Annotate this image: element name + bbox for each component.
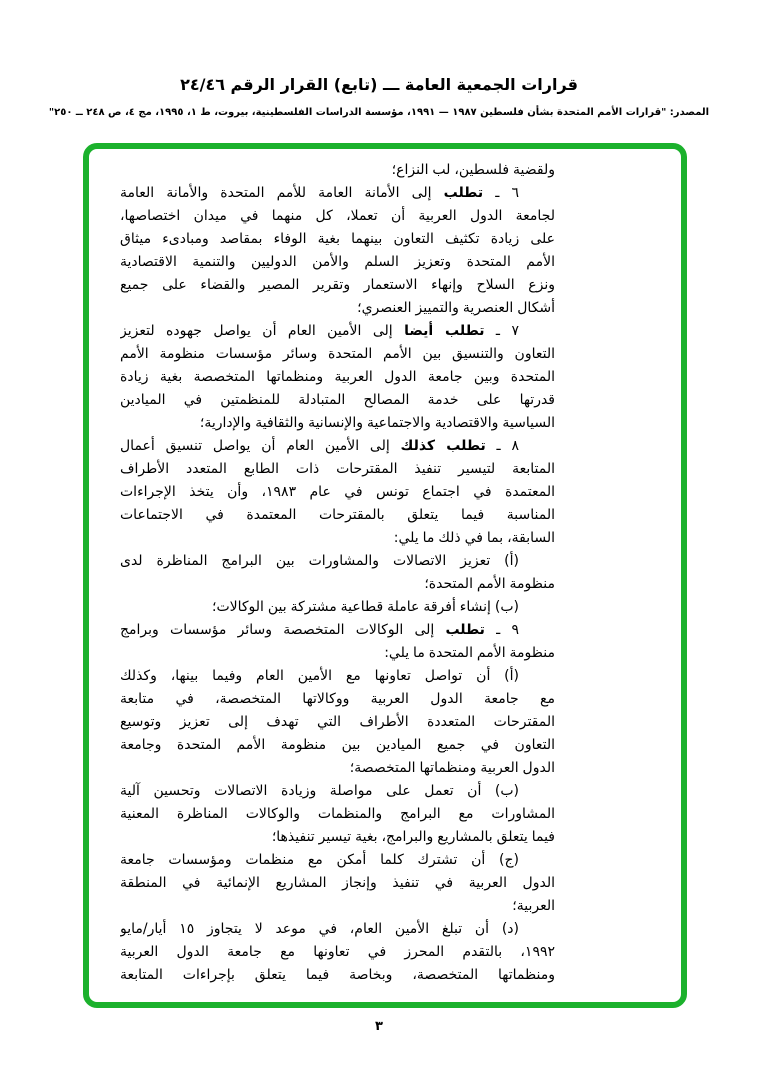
text-segment: السياسية والاقتصادية والاجتماعية والإنسانية والثقافية والإدارية؛	[199, 415, 555, 431]
text-line	[120, 366, 555, 389]
text-segment: الدول العربية في تنفيذ وإنجاز المشاريع الإنمائية في المنطقة	[120, 875, 555, 891]
text-line	[120, 964, 555, 987]
operative-verb-bold: تطلب أيضا	[404, 323, 485, 339]
text-line	[120, 343, 555, 366]
text-line	[120, 412, 555, 435]
text-segment: (د) أن تبلغ الأمين العام، في موعد لا يتجاوز ١٥ أيار/مايو	[120, 921, 519, 937]
text-line	[120, 734, 555, 757]
text-line	[120, 205, 555, 228]
page-number: ٣	[375, 1019, 383, 1034]
text-line	[120, 458, 555, 481]
operative-verb-bold: تطلب	[443, 185, 484, 201]
text-line	[120, 274, 555, 297]
text-segment: المعتمدة في اجتماع تونس في عام ١٩٨٣، وأن يتخذ الإجراءات	[120, 484, 555, 500]
text-line	[120, 481, 555, 504]
text-segment: الأمم المتحدة وتعزيز السلم والأمن الدوليين والتنمية الاقتصادية	[120, 254, 555, 270]
text-segment: قدرتها على خدمة المصالح المتبادلة للمنظمتين في الميادين	[120, 392, 555, 408]
text-line	[120, 297, 555, 320]
text-segment: إلى الوكالات المتخصصة وسائر مؤسسات وبرامج	[120, 622, 446, 638]
text-line	[120, 780, 555, 803]
text-segment: منظومة الأمم المتحدة ما يلي:	[384, 645, 555, 661]
text-segment: منظومة الأمم المتحدة؛	[424, 576, 555, 592]
resolution-text-column	[120, 159, 555, 987]
text-line	[120, 826, 555, 849]
text-segment: فيما يتعلق بالمشاريع والبرامج، بغية تيسير تنفيذها؛	[271, 829, 555, 845]
operative-verb-bold: تطلب	[445, 622, 485, 638]
text-segment: المناسبة فيما يتعلق بالمقترحات المعتمدة في الاجتماعات	[120, 507, 555, 523]
text-line	[120, 504, 555, 527]
source-citation-line: المصدر: "قرارات الأمم المتحدة بشأن فلسطين ١٩٨٧ — ١٩٩١، مؤسسة الدراسات الفلسطينية، بيروت، ط ١، ١٩٩٥، مج ٤، ص ٢٤٨ ــ ٢٥٠"	[48, 107, 710, 118]
text-segment: المتابعة لتيسير تنفيذ المقترحات ذات الطابع المتعدد الأطراف	[120, 461, 555, 477]
text-line	[120, 435, 555, 458]
text-line	[120, 550, 555, 573]
text-segment: ومنظماتها المتخصصة، وبخاصة فيما يتعلق بإجراءات المتابعة	[120, 967, 555, 983]
text-segment: المقترحات المتعددة الأطراف التي تهدف إلى تعزيز وتوسيع	[120, 714, 555, 730]
text-line	[120, 872, 555, 895]
text-line	[120, 642, 555, 665]
text-line	[120, 803, 555, 826]
text-segment: المشاورات مع البرامج والمنظمات والوكالات المناظرة المعنية	[120, 806, 555, 822]
text-line	[120, 251, 555, 274]
text-line	[120, 849, 555, 872]
text-segment: التعاون والتنسيق بين الأمم المتحدة وسائر مؤسسات منظومة الأمم	[120, 346, 555, 362]
text-segment: ونزع السلاح وإنهاء الاستعمار وتقرير المصير والقضاء على جميع	[120, 277, 555, 293]
text-line	[120, 619, 555, 642]
text-line	[120, 688, 555, 711]
text-segment: (أ) تعزيز الاتصالات والمشاورات بين البرامج المناظرة لدى	[120, 553, 519, 569]
text-line	[120, 665, 555, 688]
text-segment: العربية؛	[512, 898, 555, 914]
text-segment: ٧ ـ	[484, 323, 519, 339]
text-segment: لجامعة الدول العربية أن تعملا، كل منهما في ميدان اختصاصها،	[120, 208, 555, 224]
text-segment: ٨ ـ	[485, 438, 519, 454]
text-segment: أشكال العنصرية والتمييز العنصري؛	[357, 300, 555, 316]
text-segment: ٩ ـ	[484, 622, 519, 638]
text-segment: الدول العربية ومنظماتها المتخصصة؛	[349, 760, 555, 776]
text-segment: السابقة، بما في ذلك ما يلي:	[393, 530, 555, 546]
text-line	[120, 895, 555, 918]
text-segment: إلى الأمين العام أن يواصل جهوده لتعزيز	[120, 323, 405, 339]
text-segment: إلى الأمانة العامة للأمم المتحدة والأمانة العامة	[120, 185, 444, 201]
text-segment: ٦ ـ	[483, 185, 519, 201]
text-segment: (ج) أن تشترك كلما أمكن مع منظمات ومؤسسات جامعة	[120, 852, 519, 868]
text-line	[120, 711, 555, 734]
text-segment: إلى الأمين العام أن يواصل تنسيق أعمال	[120, 438, 401, 454]
text-segment: (ب) إنشاء أفرقة عاملة قطاعية مشتركة بين الوكالات؛	[212, 599, 519, 615]
operative-verb-bold: تطلب كذلك	[400, 438, 486, 454]
text-line	[120, 159, 555, 182]
text-segment: المتحدة وبين جامعة الدول العربية ومنظماتها المتخصصة بغية زيادة	[120, 369, 555, 385]
text-segment: (أ) أن تواصل تعاونها مع الأمين العام وفيما بينها، وكذلك	[120, 668, 519, 684]
text-line	[120, 757, 555, 780]
text-line	[120, 228, 555, 251]
text-line	[120, 182, 555, 205]
text-line	[120, 527, 555, 550]
text-segment: على زيادة تكثيف التعاون بينهما بغية الوفاء بمقاصد ومبادىء ميثاق	[120, 231, 555, 247]
page-title: قرارات الجمعية العامة ـــ (تابع) القرار الرقم ٢٤/٤٦	[180, 75, 578, 94]
text-segment: مع جامعة الدول العربية ووكالاتها المتخصصة، في متابعة	[120, 691, 555, 707]
text-line	[120, 918, 555, 941]
text-segment: (ب) أن تعمل على مواصلة وزيادة الاتصالات وتحسين آلية	[120, 783, 519, 799]
text-line	[120, 941, 555, 964]
text-segment: ١٩٩٢، بالتقدم المحرز في تعاونها مع جامعة الدول العربية	[120, 944, 555, 960]
text-segment: التعاون في جميع الميادين بين منظومة الأمم المتحدة وجامعة	[120, 737, 555, 753]
text-line	[120, 389, 555, 412]
text-line	[120, 596, 555, 619]
text-segment: ولقضية فلسطين، لب النزاع؛	[391, 162, 555, 178]
text-line	[120, 320, 555, 343]
text-line	[120, 573, 555, 596]
